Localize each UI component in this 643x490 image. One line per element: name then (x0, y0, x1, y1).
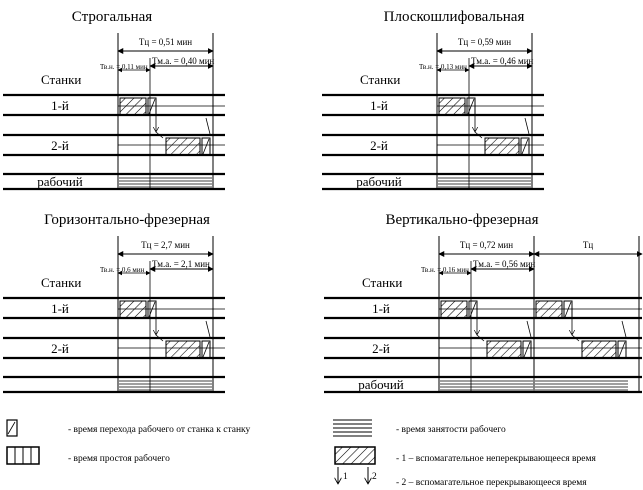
row-label-worker: рабочий (356, 174, 402, 189)
idle-slant (527, 321, 531, 337)
transition-diagonal (565, 302, 571, 317)
legend-aux-overlap-text: - 2 – вспомагательное перекрывающееся время (396, 478, 587, 488)
idle-slant (206, 118, 210, 134)
machine2-aux-block (166, 138, 200, 155)
diagram-title: Строгальная (71, 9, 153, 25)
tvn-label: Тв.н. = 0,11 мин (100, 63, 148, 71)
transition-diagonal (522, 139, 528, 154)
row-label-machine-1: 1-й (51, 98, 69, 113)
y-axis-header: Станки (360, 72, 401, 87)
machine1-aux-block (441, 301, 467, 318)
diagram-title: Горизонтально-фрезерная (44, 212, 210, 228)
machine2-aux-block (487, 341, 521, 358)
transition-diagonal (619, 342, 625, 357)
row-label-machine-2: 2-й (51, 341, 69, 356)
machine1-aux-block (120, 301, 146, 318)
idle-slant (206, 321, 210, 337)
tvn-label: Тв.н. = 0,16 мин (421, 266, 469, 274)
busy-legend-icon (333, 420, 372, 436)
diagram-title: Плоскошлифовальная (383, 9, 525, 25)
diagram-title: Вертикально-фрезерная (385, 212, 539, 228)
transition-diagonal (8, 422, 15, 434)
tc-label: Тц = 2,7 мин (141, 240, 190, 250)
y-axis-header: Станки (362, 275, 403, 290)
tc-label: Тц = 0,59 мин (457, 37, 512, 47)
hatched-auxiliary-box-icon (335, 447, 375, 464)
diagram-panel (3, 9, 225, 189)
row-label-worker: рабочий (358, 377, 404, 392)
machine2-aux-block (485, 138, 519, 155)
machine1-aux-block (439, 98, 465, 115)
legend-transition-text: - время перехода рабочего от станка к станку (68, 425, 251, 435)
diagram-panel (324, 212, 642, 392)
transition-diagonal (203, 342, 209, 357)
row-label-machine-2: 2-й (51, 138, 69, 153)
idle-slant (622, 321, 626, 337)
legend-idle-text: - время простоя рабочего (68, 454, 170, 464)
tma-label: Тм.а. = 0,40 мин (152, 56, 215, 66)
tma-label: Тм.а. = 2,1 мин (152, 259, 210, 269)
row-label-machine-1: 1-й (372, 301, 390, 316)
row-label-worker: рабочий (37, 174, 83, 189)
idle-legend-icon (7, 447, 39, 464)
aux-legend-icon (335, 447, 375, 464)
row-label-machine-1: 1-й (51, 301, 69, 316)
legend-arrow-1-label: 1 (343, 472, 348, 482)
machine2-aux-block (582, 341, 616, 358)
y-axis-header: Станки (41, 275, 82, 290)
y-axis-header: Станки (41, 72, 82, 87)
row-label-machine-2: 2-й (370, 138, 388, 153)
transition-diagonal (203, 139, 209, 154)
tma-label: Тм.а. = 0,56 мин (473, 259, 536, 269)
transition-diagonal (524, 342, 530, 357)
tvn-label: Тв.н. = 0,13 мин (419, 63, 467, 71)
legend-busy-text: - время занятости рабочего (396, 425, 506, 435)
row-label-machine-1: 1-й (370, 98, 388, 113)
tma-label: Тм.а. = 0,46 мин (471, 56, 534, 66)
idle-slant (525, 118, 529, 134)
legend-arrow-2-label: 2 (372, 472, 377, 482)
row-label-machine-2: 2-й (372, 341, 390, 356)
legend-aux-non-overlap-text: - 1 – вспомагательное неперекрывающееся время (396, 454, 596, 464)
diagram-panel (3, 212, 225, 392)
machine1-aux-block (120, 98, 146, 115)
diagram-panel (322, 9, 544, 189)
tc2-label: Тц (582, 240, 594, 250)
tvn-label: Тв.н. = 0,6 мин (100, 266, 145, 274)
machine1-aux-block (536, 301, 562, 318)
tc-label: Тц = 0,72 мин (459, 240, 514, 250)
tc-label: Тц = 0,51 мин (138, 37, 193, 47)
transition-legend-icon (7, 420, 17, 436)
machine2-aux-block (166, 341, 200, 358)
